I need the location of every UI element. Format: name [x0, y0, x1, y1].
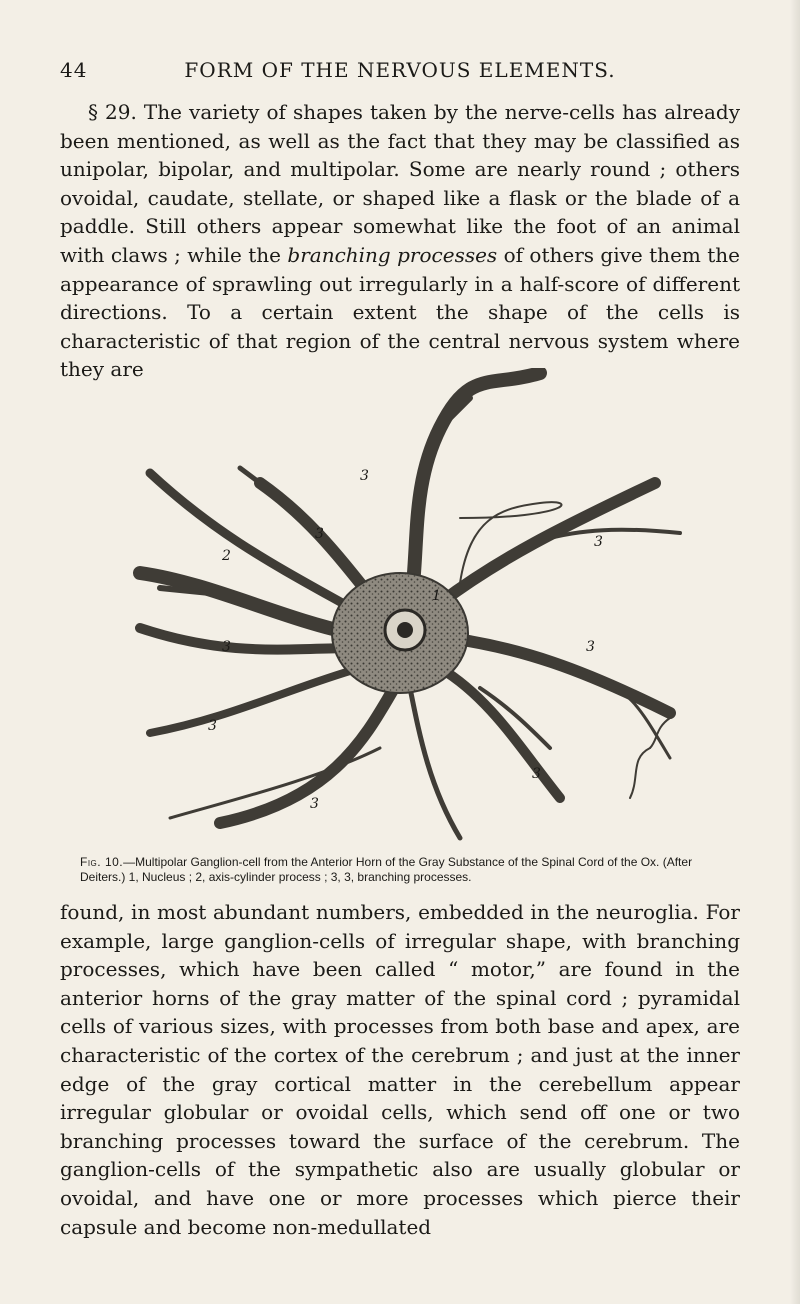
paragraph-section-29: [60, 98, 740, 384]
paragraph-text: § 29. The variety of shapes taken by the nerve-cells has already been mentioned, as well as the fact that they may be classified as unipolar, bipolar, and multipolar. Some are nearly round ; others ovoidal, caudate, stellate, or shaped like a flask or the blade of a paddle. Still others appear somewhat like the foot of an animal with claws ; while the: [60, 100, 740, 267]
label-branching-2: 3: [315, 526, 324, 542]
page-header: [60, 58, 740, 88]
label-axis-cylinder: 2: [222, 548, 231, 564]
cell-body: [332, 573, 468, 693]
label-branching-4: 3: [222, 639, 231, 655]
caption-text: —Multipolar Ganglion-cell from the Anterior Horn of the Gray Substance of the Spinal Cord of the Ox. (After Deiters.) 1, Nucleus ; 2, axis-cylinder process ; 3, 3, branching processes.: [80, 855, 693, 884]
paragraph-text-cont: of others give them the appearance of sprawling out irregularly in a half-score of different directions. To a certain extent the shape of the cells is characteristic of that region of the central nervous system where they are: [60, 242, 741, 382]
running-head: FORM OF THE NERVOUS ELEMENTS.: [184, 58, 616, 82]
label-branching-5: 3: [586, 639, 595, 655]
page-number: 44: [60, 58, 88, 82]
nerve-cell-illustration: [110, 368, 700, 848]
page-edge-shadow: [790, 0, 800, 1304]
figure-number: Fig. 10.: [80, 855, 124, 869]
italic-phrase: branching processes: [287, 242, 498, 267]
label-branching-3: 3: [594, 534, 603, 550]
paragraph-continued: found, in most abundant numbers, embedded in the neuroglia. For example, large ganglion-cells of irregular shape, with branching processes, which have been called “ motor,” are found in the anterior horns of the gray matter of the spinal cord ; pyramidal cells of various sizes, with processes from both base and apex, are characteristic of the cortex of the cerebrum ; and just at the inner edge of the gray cortical matter in the cerebellum appear irregular globular or ovoidal cells, which send off one or two branching processes toward the surface of the cerebrum. The ganglion-cells of the sympathetic also are usually globular or ovoidal, and have one or more processes which pierce their capsule and become non-medullated: [60, 900, 740, 1239]
label-nucleus: 1: [432, 588, 441, 604]
label-branching-1: 3: [360, 468, 369, 484]
label-branching-7: 3: [532, 766, 541, 782]
label-branching-6: 3: [208, 718, 217, 734]
label-branching-8: 3: [310, 796, 319, 812]
figure-caption: [80, 855, 720, 885]
